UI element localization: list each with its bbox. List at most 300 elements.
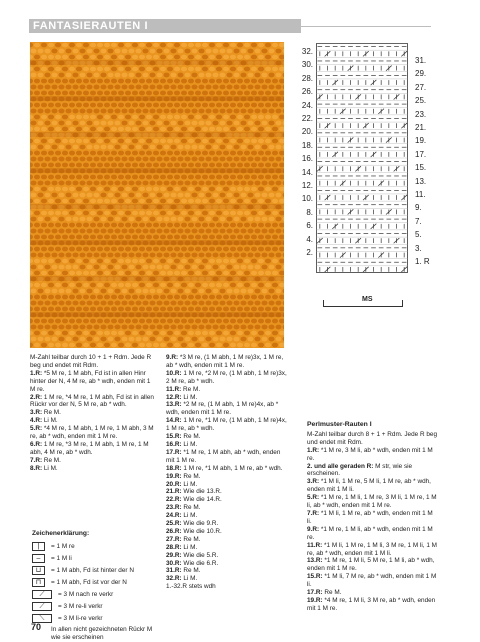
stitch-loop <box>206 325 212 330</box>
stitch-loop <box>195 307 201 312</box>
stitch-loop <box>87 181 93 186</box>
legend-note: In allen nicht gezeichneten Rückr M wie sie erscheinen <box>51 626 153 641</box>
stitch-loop <box>59 229 65 234</box>
stitch-loop <box>34 211 40 216</box>
stitch-loop <box>171 121 177 126</box>
stitch-loop <box>143 325 149 330</box>
stitch-loop <box>146 247 152 252</box>
stitch-loop <box>104 151 110 156</box>
row-label: 30.R: <box>166 559 182 567</box>
stitch-loop <box>188 331 194 336</box>
stitch-loop <box>174 247 180 252</box>
stitch-loop <box>206 253 212 258</box>
stitch-loop <box>160 139 166 144</box>
stitch-loop <box>209 247 215 252</box>
stitch-loop <box>213 109 219 114</box>
stitch-loop <box>167 79 173 84</box>
stitch-loop <box>272 187 278 192</box>
stitch-loop <box>52 181 58 186</box>
stitch-loop <box>167 43 173 48</box>
stitch-loop <box>220 73 226 78</box>
stitch-loop <box>104 271 110 276</box>
stitch-loop <box>101 289 107 294</box>
stitch-loop <box>185 265 191 270</box>
stitch-loop <box>251 151 257 156</box>
stitch-loop <box>202 307 208 312</box>
stitch-loop <box>38 217 44 222</box>
intro-text: M-Zahl teilbar durch 10 + 1 + Rdm. Jede R beg und endet mit Rdm. <box>30 354 152 369</box>
stitch-loop <box>83 91 89 96</box>
instructions-column-2 <box>166 354 289 591</box>
stitch-loop <box>209 331 215 336</box>
stitch-loop <box>174 91 180 96</box>
stitch-loop <box>90 163 96 168</box>
stitch-loop <box>244 127 250 132</box>
stitch-loop <box>104 67 110 72</box>
stitch-loop <box>174 175 180 180</box>
stitch-symbol-icon: ⟋ <box>32 602 52 611</box>
row-text: 1.-32.R stets wdh <box>166 583 216 591</box>
stitch-loop <box>178 253 184 258</box>
stitch-loop <box>104 331 110 336</box>
stitch-loop <box>157 265 163 270</box>
stitch-loop <box>153 307 159 312</box>
stitch-loop <box>150 301 156 306</box>
stitch-loop <box>69 343 75 348</box>
stitch-loop <box>34 55 40 60</box>
stitch-loop <box>258 115 264 120</box>
stitch-loop <box>227 49 233 54</box>
stitch-loop <box>157 157 163 162</box>
col1-row-instruction <box>30 370 157 394</box>
stitch-loop <box>272 67 278 72</box>
row-number-right: 1. R <box>415 257 430 266</box>
stitch-loop <box>111 199 117 204</box>
stitch-loop <box>178 301 184 306</box>
stitch-loop <box>94 85 100 90</box>
stitch-loop <box>220 181 226 186</box>
stitch-loop <box>223 271 229 276</box>
stitch-loop <box>118 175 124 180</box>
stitch-loop <box>76 223 82 228</box>
stitch-loop <box>265 343 271 348</box>
stitch-loop <box>111 343 117 348</box>
stitch-loop <box>174 79 180 84</box>
stitch-loop <box>153 235 159 240</box>
stitch-loop <box>111 55 117 60</box>
stitch-loop <box>83 79 89 84</box>
stitch-loop <box>143 301 149 306</box>
stitch-loop <box>237 211 243 216</box>
stitch-loop <box>34 271 40 276</box>
stitch-loop <box>55 211 61 216</box>
stitch-loop <box>223 235 229 240</box>
stitch-loop <box>227 217 233 222</box>
stitch-loop <box>97 307 103 312</box>
stitch-loop <box>209 199 215 204</box>
stitch-loop <box>160 259 166 264</box>
stitch-loop <box>153 151 159 156</box>
col1-row-instruction <box>30 417 157 425</box>
stitch-loop <box>125 187 131 192</box>
row-number-right: 13. <box>415 176 427 186</box>
stitch-loop <box>80 217 86 222</box>
stitch-loop <box>101 301 107 306</box>
stitch-loop <box>115 301 121 306</box>
stitch-loop <box>192 121 198 126</box>
stitch-loop <box>69 55 75 60</box>
stitch-loop <box>195 283 201 288</box>
stitch-loop <box>244 283 250 288</box>
stitch-loop <box>136 253 142 258</box>
stitch-loop <box>104 283 110 288</box>
stitch-loop <box>255 121 261 126</box>
stitch-loop <box>118 283 124 288</box>
stitch-loop <box>59 217 65 222</box>
stitch-loop <box>150 181 156 186</box>
stitch-loop <box>59 121 65 126</box>
stitch-loop <box>45 193 51 198</box>
stitch-loop <box>216 319 222 324</box>
stitch-loop <box>251 343 257 348</box>
stitch-loop <box>171 229 177 234</box>
stitch-loop <box>80 265 86 270</box>
stitch-loop <box>48 247 54 252</box>
stitch-loop <box>188 307 194 312</box>
stitch-loop <box>80 229 86 234</box>
stitch-loop <box>258 175 264 180</box>
stitch-loop <box>108 265 114 270</box>
stitch-loop <box>136 193 142 198</box>
stitch-loop <box>276 109 282 114</box>
stitch-loop <box>87 217 93 222</box>
stitch-loop <box>73 265 79 270</box>
row-number-right: 11. <box>415 190 426 199</box>
col2-row-instruction <box>166 552 289 560</box>
stitch-loop <box>48 283 54 288</box>
stitch-loop <box>199 301 205 306</box>
stitch-loop <box>167 295 173 300</box>
stitch-loop <box>136 217 142 222</box>
stitch-loop <box>69 79 75 84</box>
stitch-loop <box>62 307 68 312</box>
stitch-loop <box>251 79 257 84</box>
stitch-loop <box>132 283 138 288</box>
stitch-loop <box>87 157 93 162</box>
stitch-loop <box>59 157 65 162</box>
stitch-loop <box>34 307 40 312</box>
stitch-loop <box>167 259 173 264</box>
row-label: 9.R: <box>166 354 179 361</box>
stitch-loop <box>157 85 163 90</box>
stitch-loop <box>251 175 257 180</box>
stitch-loop <box>234 73 240 78</box>
stitch-loop <box>255 217 261 222</box>
stitch-loop <box>188 163 194 168</box>
stitch-loop <box>157 337 163 342</box>
stitch-loop <box>111 139 117 144</box>
stitch-loop <box>118 91 124 96</box>
stitch-loop <box>230 115 236 120</box>
stitch-loop <box>181 115 187 120</box>
stitch-loop <box>55 43 61 48</box>
stitch-loop <box>55 103 61 108</box>
stitch-loop <box>223 247 229 252</box>
stitch-loop <box>262 193 268 198</box>
stitch-loop <box>195 211 201 216</box>
stitch-loop <box>76 259 82 264</box>
stitch-loop <box>174 187 180 192</box>
stitch-loop <box>185 121 191 126</box>
legend <box>32 524 160 642</box>
stitch-loop <box>45 217 51 222</box>
stitch-loop <box>244 319 250 324</box>
stitch-loop <box>185 49 191 54</box>
stitch-loop <box>122 217 128 222</box>
stitch-loop <box>216 43 222 48</box>
stitch-loop <box>90 319 96 324</box>
stitch-loop <box>150 229 156 234</box>
stitch-loop <box>45 157 51 162</box>
stitch-loop <box>258 235 264 240</box>
stitch-loop <box>213 121 219 126</box>
stitch-loop <box>66 253 72 258</box>
row-text: Re M. <box>42 456 61 464</box>
stitch-loop <box>146 187 152 192</box>
col2-row-instruction <box>166 481 289 489</box>
stitch-loop <box>87 301 93 306</box>
stitch-loop <box>223 163 229 168</box>
stitch-loop <box>76 175 82 180</box>
col3-row-instruction <box>307 589 437 597</box>
stitch-loop <box>192 85 198 90</box>
stitch-loop <box>223 187 229 192</box>
stitch-loop <box>195 43 201 48</box>
stitch-symbol-icon: ⟍ <box>32 614 52 623</box>
stitch-loop <box>167 103 173 108</box>
stitch-loop <box>244 223 250 228</box>
col3-row-instruction <box>307 573 437 589</box>
stitch-loop <box>87 73 93 78</box>
stitch-loop <box>97 223 103 228</box>
stitch-loop <box>104 127 110 132</box>
stitch-loop <box>66 73 72 78</box>
stitch-symbol-icon: – <box>32 554 45 563</box>
stitch-loop <box>115 325 121 330</box>
stitch-loop <box>108 109 114 114</box>
stitch-loop <box>265 151 271 156</box>
stitch-loop <box>146 163 152 168</box>
stitch-loop <box>101 109 107 114</box>
stitch-loop <box>62 247 68 252</box>
col2-row-instruction <box>166 512 289 520</box>
stitch-loop <box>118 247 124 252</box>
stitch-loop <box>146 115 152 120</box>
stitch-loop <box>38 85 44 90</box>
stitch-loop <box>234 217 240 222</box>
stitch-loop <box>223 331 229 336</box>
row-label: 26.R: <box>166 527 182 535</box>
stitch-loop <box>244 343 250 348</box>
stitch-loop <box>153 55 159 60</box>
stitch-loop <box>48 139 54 144</box>
stitch-loop <box>34 115 40 120</box>
stitch-loop <box>251 199 257 204</box>
stitch-loop <box>83 175 89 180</box>
stitch-loop <box>73 229 79 234</box>
stitch-loop <box>76 79 82 84</box>
stitch-loop <box>146 55 152 60</box>
stitch-loop <box>157 181 163 186</box>
stitch-loop <box>31 85 37 90</box>
stitch-loop <box>157 193 163 198</box>
stitch-loop <box>139 331 145 336</box>
row-label: 29.R: <box>166 551 182 559</box>
stitch-loop <box>83 259 89 264</box>
row-label: 3.R: <box>30 409 43 417</box>
stitch-loop <box>108 49 114 54</box>
col1-row-instruction <box>30 465 157 473</box>
stitch-loop <box>265 199 271 204</box>
row-label: 25.R: <box>166 520 182 528</box>
stitch-loop <box>34 223 40 228</box>
stitch-loop <box>171 301 177 306</box>
stitch-loop <box>108 289 114 294</box>
stitch-loop <box>276 193 282 198</box>
stitch-loop <box>48 163 54 168</box>
stitch-loop <box>76 139 82 144</box>
stitch-loop <box>262 229 268 234</box>
stitch-loop <box>139 271 145 276</box>
stitch-loop <box>195 331 201 336</box>
stitch-loop <box>209 211 215 216</box>
stitch-loop <box>55 271 61 276</box>
stitch-loop <box>258 43 264 48</box>
stitch-loop <box>104 211 110 216</box>
stitch-loop <box>237 175 243 180</box>
stitch-loop <box>62 343 68 348</box>
stitch-loop <box>90 271 96 276</box>
stitch-loop <box>199 265 205 270</box>
stitch-loop <box>52 157 58 162</box>
stitch-loop <box>178 109 184 114</box>
stitch-loop <box>108 253 114 258</box>
stitch-loop <box>227 337 233 342</box>
stitch-loop <box>132 307 138 312</box>
stitch-loop <box>181 127 187 132</box>
stitch-loop <box>157 217 163 222</box>
stitch-loop <box>160 331 166 336</box>
stitch-loop <box>111 43 117 48</box>
stitch-loop <box>122 253 128 258</box>
stitch-loop <box>276 157 282 162</box>
stitch-loop <box>230 127 236 132</box>
stitch-loop <box>87 253 93 258</box>
stitch-loop <box>251 67 257 72</box>
stitch-loop <box>206 73 212 78</box>
stitch-loop <box>139 283 145 288</box>
stitch-loop <box>199 73 205 78</box>
stitch-loop <box>31 109 37 114</box>
stitch-loop <box>157 301 163 306</box>
stitch-loop <box>255 181 261 186</box>
stitch-loop <box>276 289 282 294</box>
stitch-loop <box>230 103 236 108</box>
stitch-loop <box>125 259 131 264</box>
stitch-loop <box>66 301 72 306</box>
stitch-loop <box>139 259 145 264</box>
stitch-loop <box>97 43 103 48</box>
stitch-loop <box>80 73 86 78</box>
stitch-loop <box>174 295 180 300</box>
stitch-loop <box>167 331 173 336</box>
stitch-loop <box>195 79 201 84</box>
stitch-loop <box>178 289 184 294</box>
stitch-loop <box>181 235 187 240</box>
row-text: Re M. <box>181 535 201 543</box>
stitch-loop <box>272 79 278 84</box>
stitch-loop <box>199 145 205 150</box>
stitch-loop <box>38 325 44 330</box>
stitch-loop <box>94 73 100 78</box>
stitch-loop <box>178 217 184 222</box>
stitch-loop <box>167 235 173 240</box>
stitch-loop <box>227 121 233 126</box>
stitch-loop <box>76 307 82 312</box>
stitch-loop <box>38 145 44 150</box>
stitch-loop <box>167 211 173 216</box>
stitch-loop <box>55 235 61 240</box>
stitch-loop <box>160 67 166 72</box>
stitch-loop <box>223 343 229 348</box>
stitch-loop <box>258 319 264 324</box>
stitch-loop <box>244 187 250 192</box>
stitch-loop <box>171 181 177 186</box>
stitch-loop <box>108 325 114 330</box>
stitch-loop <box>262 301 268 306</box>
stitch-loop <box>104 199 110 204</box>
stitch-loop <box>125 151 131 156</box>
row-label: 5.R: <box>307 494 320 502</box>
row-number-left: 4. <box>306 234 313 244</box>
stitch-loop <box>132 247 138 252</box>
ridge-band <box>30 96 284 101</box>
stitch-loop <box>55 199 61 204</box>
stitch-loop <box>171 157 177 162</box>
stitch-loop <box>129 265 135 270</box>
stitch-loop <box>237 247 243 252</box>
stitch-loop <box>216 127 222 132</box>
stitch-loop <box>202 43 208 48</box>
stitch-loop <box>272 259 278 264</box>
stitch-loop <box>41 319 47 324</box>
row-label: 13.R: <box>166 401 182 409</box>
stitch-loop <box>38 109 44 114</box>
stitch-loop <box>167 115 173 120</box>
stitch-loop <box>227 253 233 258</box>
stitch-loop <box>244 79 250 84</box>
stitch-loop <box>48 235 54 240</box>
stitch-symbol-icon: ⊓ <box>32 578 45 587</box>
stitch-loop <box>209 151 215 156</box>
stitch-loop <box>171 289 177 294</box>
stitch-loop <box>62 235 68 240</box>
stitch-loop <box>153 67 159 72</box>
stitch-loop <box>164 193 170 198</box>
stitch-loop <box>178 49 184 54</box>
instructions-column-1 <box>30 354 157 473</box>
stitch-loop <box>118 103 124 108</box>
